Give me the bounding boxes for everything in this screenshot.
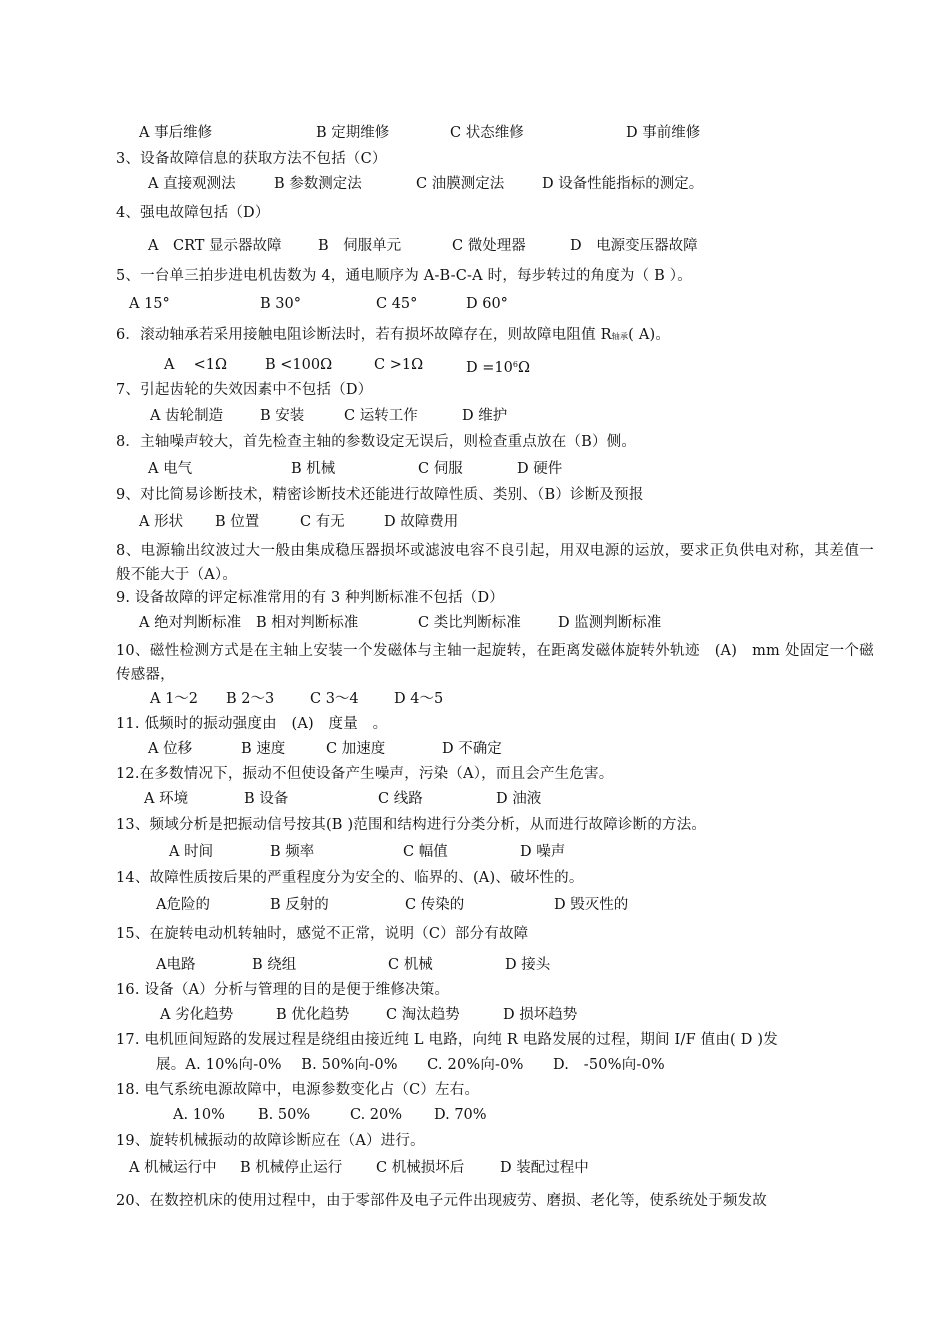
question-9: 9、对比简易诊断技术，精密诊断技术还能进行故障性质、类别、（B）诊断及预报 — [116, 487, 644, 503]
option-b: B 伺服单元 — [318, 238, 402, 254]
option-b: B 速度 — [241, 741, 286, 757]
option-a: A 时间 — [169, 844, 214, 860]
question-4: 4、强电故障包括（D） — [116, 205, 270, 221]
option-d: D 60° — [466, 296, 508, 312]
option-b: B 机械 — [291, 461, 336, 477]
option-a: A 位移 — [148, 741, 193, 757]
option-d: D 损坏趋势 — [503, 1007, 578, 1023]
question-6 — [116, 326, 670, 346]
option-b: B 相对判断标准 — [256, 615, 359, 631]
option-c: C 45° — [376, 296, 418, 312]
option-b: B 30° — [260, 296, 301, 312]
option-d: D 4～5 — [394, 691, 444, 707]
option-b: B 参数测定法 — [274, 176, 362, 192]
option-c: C 状态维修 — [450, 125, 524, 141]
question-8: 8．主轴噪声较大，首先检查主轴的参数设定无误后，则检查重点放在（B）侧。 — [116, 434, 637, 450]
option-a: A 15° — [129, 296, 170, 312]
option-a: A <1Ω — [164, 357, 227, 373]
option-d-exponent: 6 — [512, 360, 518, 369]
option-d — [466, 356, 530, 377]
question-19: 19、旋转机械振动的故障诊断应在（A）进行。 — [116, 1133, 425, 1149]
option-d: D 装配过程中 — [500, 1160, 589, 1176]
option-d: D 故障费用 — [384, 514, 459, 530]
option-d: D 噪声 — [520, 844, 566, 860]
option-a: A 绝对判断标准 — [139, 615, 242, 631]
option-d-text: D =10 — [466, 360, 513, 376]
option-d: D 设备性能指标的测定。 — [542, 176, 704, 192]
question-6-text: 6．滚动轴承若采用接触电阻诊断法时，若有损坏故障存在，则故障电阻值 R — [116, 327, 612, 343]
option-b: B 设备 — [244, 791, 289, 807]
option-c: C 传染的 — [405, 897, 465, 913]
option-a: A 1～2 — [150, 691, 199, 707]
option-b: B 优化趋势 — [276, 1007, 350, 1023]
option-a: A 事后维修 — [139, 125, 213, 141]
option-d: D 监测判断标准 — [558, 615, 662, 631]
option-a: A 电气 — [148, 461, 193, 477]
option-d: D 接头 — [505, 957, 551, 973]
option-a: A 形状 — [139, 514, 184, 530]
option-c: C 机械 — [388, 957, 433, 973]
option-d: D. 70% — [434, 1107, 487, 1123]
option-b: B. 50% — [258, 1107, 311, 1123]
option-a: A 劣化趋势 — [160, 1007, 234, 1023]
question-9b: 9. 设备故障的评定标准常用的有 3 种判断标准不包括（D） — [116, 590, 505, 606]
question-3: 3、设备故障信息的获取方法不包括（C） — [116, 151, 387, 167]
question-17-options: 展。A. 10%向-0% B. 50%向-0% C. 20%向-0% D. -50%向-0% — [156, 1057, 665, 1073]
question-6-tail: ( A)。 — [628, 327, 671, 343]
option-b: B <100Ω — [265, 357, 333, 373]
option-c: C 有无 — [300, 514, 345, 530]
option-b: B 频率 — [270, 844, 315, 860]
question-8b: 8、电源输出纹波过大一般由集成稳压器损坏或滤波电容不良引起，用双电源的运放，要求正负供电对称，其差值一般不能大于（A）。 — [116, 543, 874, 583]
question-14: 14、故障性质按后果的严重程度分为安全的、临界的、(A)、破坏性的。 — [116, 870, 584, 886]
option-d-unit: Ω — [517, 360, 530, 376]
option-d: D 不确定 — [442, 741, 502, 757]
option-b: B 安装 — [260, 408, 305, 424]
option-a: A 机械运行中 — [129, 1160, 217, 1176]
option-b: B 2～3 — [226, 691, 275, 707]
question-10: 10、磁性检测方式是在主轴上安装一个发磁体与主轴一起旋转，在距离发磁体旋转外轨迹 (A) mm 处固定一个磁传感器， — [116, 643, 874, 683]
option-d: D 事前维修 — [626, 125, 701, 141]
question-17: 17. 电机匝间短路的发展过程是绕组由接近纯 L 电路，向纯 R 电路发展的过程，期间 I/F 值由( D )发 — [116, 1032, 778, 1048]
option-c: C >1Ω — [374, 357, 424, 373]
question-7: 7、引起齿轮的失效因素中不包括（D） — [116, 382, 373, 398]
option-a: A 环境 — [144, 791, 189, 807]
question-11: 11. 低频时的振动强度由 (A) 度量 。 — [116, 716, 388, 732]
option-c: C 淘汰趋势 — [386, 1007, 460, 1023]
option-c: C. 20% — [350, 1107, 403, 1123]
option-d: D 毁灭性的 — [554, 897, 629, 913]
question-13: 13、频域分析是把振动信号按其(B )范围和结构进行分类分析，从而进行故障诊断的方法。 — [116, 817, 707, 833]
question-5: 5、一台单三拍步进电机齿数为 4，通电顺序为 A-B-C-A 时，每步转过的角度为（ B ）。 — [116, 268, 692, 284]
option-c: C 加速度 — [326, 741, 386, 757]
option-d: D 电源变压器故障 — [570, 238, 698, 254]
option-d: D 硬件 — [517, 461, 563, 477]
option-c: C 幅值 — [403, 844, 448, 860]
option-c: C 微处理器 — [452, 238, 526, 254]
option-b: B 反射的 — [270, 897, 329, 913]
option-c: C 3～4 — [310, 691, 359, 707]
option-d: D 维护 — [462, 408, 508, 424]
question-16: 16. 设备（A）分析与管理的目的是便于维修决策。 — [116, 982, 450, 998]
option-b: B 位置 — [215, 514, 260, 530]
question-20: 20、在数控机床的使用过程中，由于零部件及电子元件出现疲劳、磨损、老化等，使系统处于频发故 — [116, 1193, 767, 1209]
option-b: B 定期维修 — [316, 125, 390, 141]
option-a: A 直接观测法 — [148, 176, 236, 192]
question-15: 15、在旋转电动机转轴时，感觉不正常，说明（C）部分有故障 — [116, 926, 529, 942]
question-12: 12.在多数情况下，振动不但使设备产生噪声，污染（A），而且会产生危害。 — [116, 766, 614, 782]
option-b: B 绕组 — [252, 957, 297, 973]
question-6-subscript: 轴承 — [611, 332, 629, 341]
option-c: C 伺服 — [418, 461, 463, 477]
option-c: C 类比判断标准 — [418, 615, 521, 631]
option-c: C 运转工作 — [344, 408, 418, 424]
option-a: A危险的 — [156, 897, 210, 913]
option-b: B 机械停止运行 — [240, 1160, 343, 1176]
option-a: A 齿轮制造 — [150, 408, 224, 424]
question-18: 18. 电气系统电源故障中，电源参数变化占（C）左右。 — [116, 1082, 480, 1098]
option-a: A CRT 显示器故障 — [148, 238, 282, 254]
option-d: D 油液 — [496, 791, 542, 807]
option-c: C 线路 — [378, 791, 423, 807]
option-a: A. 10% — [173, 1107, 225, 1123]
option-c: C 油膜测定法 — [416, 176, 505, 192]
option-a: A电路 — [156, 957, 196, 973]
option-c: C 机械损坏后 — [376, 1160, 465, 1176]
